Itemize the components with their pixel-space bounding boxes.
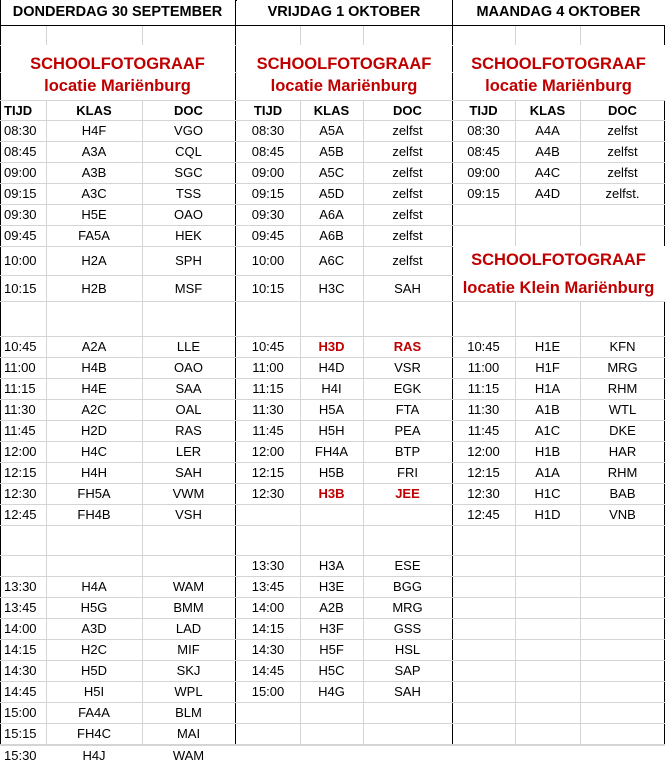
slot-time: 09:45 [4,228,37,243]
slot-teacher: LLE [176,339,201,354]
slot-teacher: VSH [175,507,202,522]
slot-time: 08:30 [467,123,500,138]
slot-teacher: SAP [394,663,421,678]
slot-class: H1A [534,381,561,396]
slot-teacher: VGO [174,123,203,138]
slot-class: H5C [318,663,345,678]
slot-time: 12:00 [4,444,37,459]
slot-teacher: zelfst [392,253,423,268]
slot-time: 13:30 [251,558,285,573]
slot-teacher: HAR [608,444,637,459]
slot-time: 15:00 [4,705,37,720]
slot-class: H5A [318,402,345,417]
slot-time: 12:30 [251,486,285,501]
slot-teacher: zelfst [392,144,423,159]
grid-hline [0,525,665,526]
day-title: VRIJDAG 1 OKTOBER [267,4,421,21]
slot-time: 09:45 [251,228,285,243]
slot-time: 12:00 [251,444,285,459]
slot-time: 10:45 [467,339,500,354]
slot-class: H5G [80,600,108,615]
slot-teacher: SAH [175,465,202,480]
slot-class: H4F [81,123,107,138]
slot-time: 08:30 [251,123,285,138]
slot-teacher: JEE [395,486,420,501]
slot-class: H4E [81,381,107,396]
banner-location: locatie Mariënburg [485,76,632,95]
slot-time: 12:15 [4,465,37,480]
banner-title: SCHOOLFOTOGRAAF [30,54,205,73]
slot-time: 11:15 [467,381,500,396]
slot-time: 09:00 [4,165,37,180]
slot-class: H1B [534,444,561,459]
slot-teacher: zelfst [392,228,423,243]
grid-hline [0,301,665,302]
slot-teacher: BTP [394,444,421,459]
slot-teacher: RHM [607,465,638,480]
slot-time: 14:30 [4,663,37,678]
slot-teacher: HEK [175,228,202,243]
slot-teacher: LAD [175,621,202,636]
slot-teacher: OAL [175,402,202,417]
slot-class: H4D [318,360,345,375]
slot-teacher: MIF [177,642,200,657]
slot-teacher: SKJ [176,663,201,678]
slot-time: 11:15 [252,381,284,396]
slot-teacher: OAO [174,207,203,222]
slot-teacher: BLM [175,705,202,720]
slot-teacher: RHM [607,381,638,396]
slot-time: 14:45 [251,663,285,678]
slot-teacher: TSS [175,186,202,201]
slot-class: H1E [534,339,561,354]
slot-class: FA4A [78,705,110,720]
header-klas: KLAS [529,102,566,118]
slot-time: 11:45 [467,423,500,438]
slot-teacher: VNB [609,507,636,522]
slot-class: A5B [319,144,344,159]
slot-class: A1C [534,423,561,438]
slot-teacher: LER [175,444,202,459]
slot-time: 11:30 [467,402,500,417]
slot-time: 13:30 [4,579,37,594]
slot-teacher: WAM [172,579,205,594]
slot-time: 09:15 [4,186,37,201]
slot-class: A4C [534,165,561,180]
slot-time: 15:00 [251,684,285,699]
slot-teacher: VWM [172,486,205,501]
slot-time: 15:30 [4,747,37,763]
slot-teacher: SAA [175,381,202,396]
header-doc: DOC [608,102,637,118]
slot-teacher: ESE [394,558,421,573]
slot-time: 14:00 [251,600,285,615]
slot-time: 11:30 [252,402,284,417]
slot-time: 11:00 [252,360,284,375]
slot-time: 09:15 [251,186,285,201]
slot-time: 09:30 [4,207,37,222]
slot-class: A4D [534,186,561,201]
day-title: DONDERDAG 30 SEPTEMBER [12,4,223,21]
slot-class: H5H [318,423,345,438]
slot-class: H5F [319,642,344,657]
slot-teacher: WTL [608,402,637,417]
slot-class: A1B [535,402,560,417]
slot-class: H3C [318,280,345,296]
slot-teacher: GSS [393,621,422,636]
slot-time: 12:45 [4,507,37,522]
slot-teacher: HSL [394,642,421,657]
slot-teacher: KFN [609,339,636,354]
banner-location: locatie Mariënburg [270,76,418,95]
slot-time: 09:00 [251,165,285,180]
slot-class: FH5A [77,486,111,501]
slot-teacher: BAB [609,486,636,501]
slot-teacher: RAS [393,339,422,354]
slot-teacher: MSF [174,280,203,296]
slot-class: A3A [81,144,107,159]
slot-teacher: MRG [607,360,638,375]
header-doc: DOC [393,102,422,118]
slot-class: H4A [81,579,107,594]
slot-class: H4C [80,444,107,459]
slot-class: A3B [81,165,107,180]
slot-time: 08:45 [251,144,285,159]
slot-class: H1C [534,486,561,501]
slot-time: 12:30 [4,486,37,501]
slot-time: 12:00 [467,444,500,459]
slot-teacher: zelfst. [605,186,640,201]
slot-class: H3B [318,486,345,501]
slot-class: A6B [319,228,344,243]
slot-time: 10:45 [4,339,37,354]
header-tijd: TIJD [469,102,498,118]
banner-location-2: locatie Klein Mariënburg [462,278,655,297]
slot-time: 10:15 [251,280,285,296]
slot-class: A4A [535,123,560,138]
slot-time: 09:30 [251,207,285,222]
slot-time: 08:45 [4,144,37,159]
slot-class: A4B [535,144,560,159]
header-klas: KLAS [313,102,350,118]
slot-teacher: zelfst [392,123,423,138]
slot-teacher: SPH [175,253,202,268]
slot-class: FH4C [77,726,111,741]
slot-time: 09:00 [467,165,500,180]
slot-class: H2A [81,253,107,268]
slot-time: 12:45 [467,507,500,522]
slot-class: H3A [318,558,345,573]
slot-teacher: OAO [174,360,203,375]
banner-title: SCHOOLFOTOGRAAF [471,54,646,73]
header-tijd: TIJD [253,102,283,118]
slot-class: FA5A [78,228,110,243]
slot-class: H4G [318,684,345,699]
slot-class: A5D [318,186,345,201]
slot-time: 12:15 [251,465,285,480]
header-doc: DOC [174,102,203,118]
slot-teacher: DKE [609,423,636,438]
slot-class: H4J [82,747,106,763]
slot-time: 11:00 [467,360,500,375]
slot-time: 13:45 [251,579,285,594]
slot-class: A3C [81,186,107,201]
slot-teacher: zelfst [392,186,423,201]
slot-class: H4B [81,360,107,375]
slot-class: A5A [319,123,344,138]
slot-time: 14:30 [251,642,285,657]
slot-class: H2C [80,642,107,657]
slot-time: 14:15 [4,642,37,657]
slot-class: H2D [80,423,107,438]
slot-teacher: FRI [397,465,418,480]
slot-teacher: BMM [173,600,204,615]
slot-class: A6C [318,253,345,268]
slot-class: H4H [80,465,107,480]
slot-teacher: BGG [393,579,422,594]
slot-class: H3E [318,579,345,594]
slot-class: A3D [81,621,107,636]
slot-teacher: WPL [174,684,203,699]
slot-time: 10:15 [4,280,37,296]
slot-teacher: CQL [175,144,202,159]
slot-class: H3F [319,621,344,636]
header-klas: KLAS [76,102,112,118]
slot-class: H5B [318,465,345,480]
slot-teacher: FTA [395,402,420,417]
slot-time: 13:45 [4,600,37,615]
slot-class: H1F [535,360,560,375]
slot-class: A1A [535,465,560,480]
slot-time: 08:45 [467,144,500,159]
slot-time: 11:30 [4,402,36,417]
slot-time: 14:15 [251,621,285,636]
slot-time: 14:00 [4,621,37,636]
slot-time: 11:15 [4,381,36,396]
slot-teacher: zelfst [607,144,638,159]
slot-class: H4I [321,381,342,396]
slot-time: 14:45 [4,684,37,699]
slot-teacher: VSR [394,360,421,375]
slot-time: 10:45 [251,339,285,354]
slot-teacher: SGC [174,165,203,180]
slot-time: 11:45 [252,423,284,438]
slot-class: A2C [81,402,107,417]
slot-teacher: SAH [394,280,421,296]
slot-teacher: MRG [392,600,423,615]
slot-class: H3D [318,339,345,354]
slot-time: 09:15 [467,186,500,201]
slot-class: FH4B [77,507,111,522]
day-title: MAANDAG 4 OKTOBER [476,4,641,21]
slot-teacher: zelfst [607,165,638,180]
slot-time: 10:00 [4,253,37,268]
slot-teacher: EGK [393,381,422,396]
header-tijd: TIJD [4,102,33,118]
banner-title: SCHOOLFOTOGRAAF [256,54,432,73]
banner-title-2: SCHOOLFOTOGRAAF [471,251,646,270]
grid-hline [0,25,665,26]
slot-class: H2B [81,280,107,296]
slot-teacher: RAS [175,423,202,438]
slot-time: 08:30 [4,123,37,138]
slot-teacher: PEA [394,423,421,438]
slot-class: A2B [319,600,344,615]
slot-teacher: zelfst [392,207,423,222]
slot-teacher: zelfst [392,165,423,180]
slot-class: A5C [318,165,345,180]
slot-time: 10:00 [251,253,285,268]
slot-teacher: WAM [172,747,205,763]
slot-time: 12:15 [467,465,500,480]
slot-time: 11:00 [4,360,36,375]
slot-class: H1D [534,507,561,522]
slot-class: A2A [81,339,107,354]
banner-location: locatie Mariënburg [44,76,191,95]
slot-time: 15:15 [4,726,37,741]
slot-class: H5D [80,663,107,678]
slot-time: 12:30 [467,486,500,501]
slot-teacher: zelfst [607,123,638,138]
slot-class: H5E [81,207,107,222]
slot-class: A6A [319,207,344,222]
slot-class: FH4A [314,444,349,459]
slot-time: 11:45 [4,423,36,438]
slot-teacher: MAI [176,726,201,741]
slot-teacher: SAH [394,684,421,699]
slot-class: H5I [83,684,105,699]
